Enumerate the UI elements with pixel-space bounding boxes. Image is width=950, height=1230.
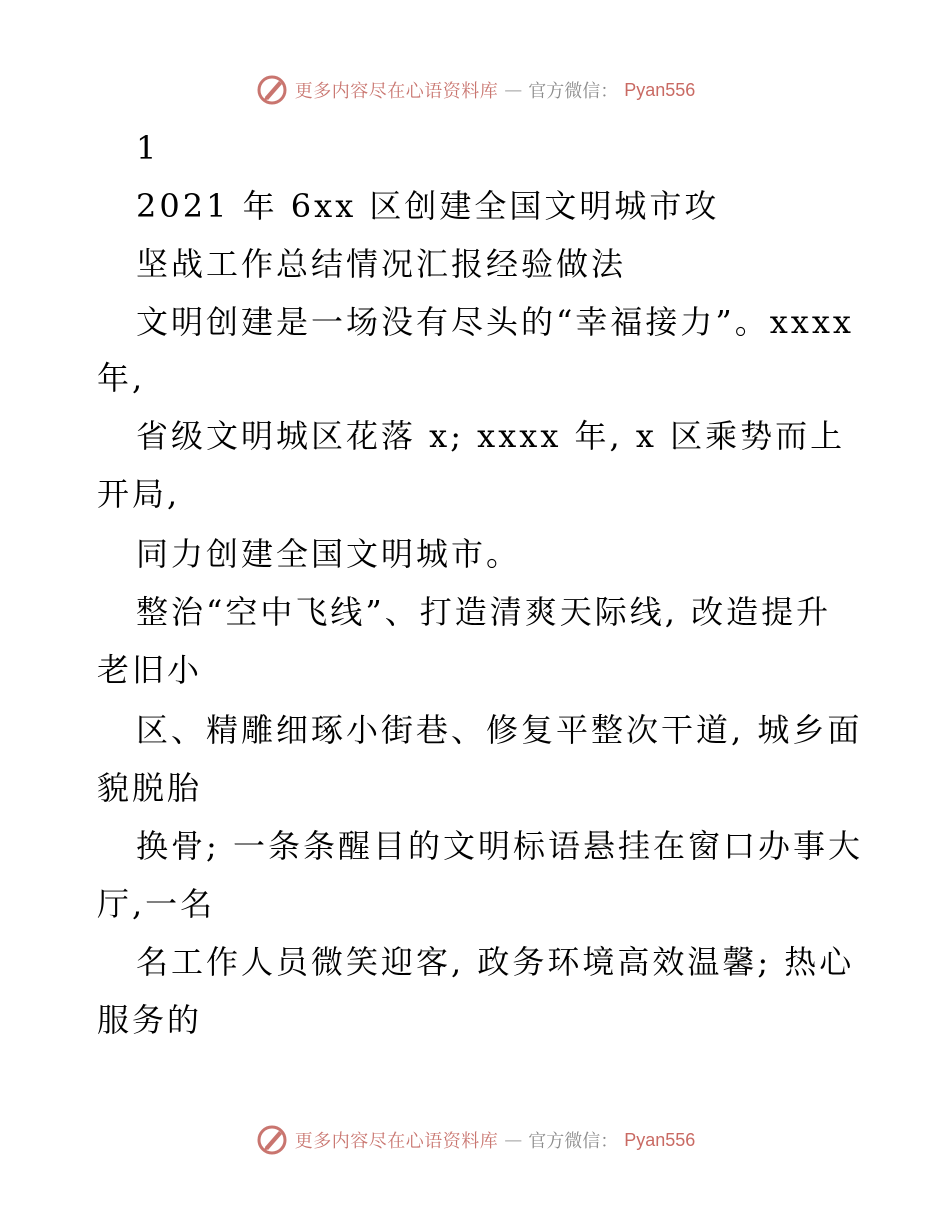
text-line: 同力创建全国文明城市。 <box>136 535 522 573</box>
watermark-wechat-handle: Pyan556 <box>624 79 696 100</box>
text-line: 名工作人员微笑迎客, 政务环境高效温馨; 热心 <box>136 943 855 981</box>
header-watermark <box>0 70 950 110</box>
text-line: 厅,一名 <box>97 885 216 923</box>
text-line: 1 <box>136 129 160 167</box>
text-line: 文明创建是一场没有尽头的“幸福接力”。xxxx <box>136 303 854 341</box>
watermark-site-text: 更多内容尽在心语资料库 <box>294 1131 499 1152</box>
watermark-wechat-label: 官方微信： <box>528 1131 619 1152</box>
text-line: 区、精雕细琢小街巷、修复平整次干道, 城乡面 <box>136 711 863 749</box>
watermark-separator: — <box>504 79 523 101</box>
text-line: 整治“空中飞线”、打造清爽天际线, 改造提升 <box>136 593 832 631</box>
text-line: 年, <box>97 359 146 397</box>
watermark-separator: — <box>504 1129 523 1151</box>
pen-logo-icon <box>255 73 289 107</box>
text-line: 开局, <box>97 475 181 513</box>
pen-logo-icon <box>255 1123 289 1157</box>
watermark-site-text: 更多内容尽在心语资料库 <box>294 81 499 102</box>
text-line: 貌脱胎 <box>97 769 203 807</box>
text-line: 2021 年 6xx 区创建全国文明城市攻 <box>136 187 720 225</box>
footer-watermark <box>0 1120 950 1160</box>
text-line: 换骨; 一条条醒目的文明标语悬挂在窗口办事大 <box>136 827 863 865</box>
text-line: 老旧小 <box>97 651 203 689</box>
watermark-wechat-label: 官方微信： <box>528 81 619 102</box>
text-line: 省级文明城区花落 x; xxxx 年, x 区乘势而上 <box>136 417 846 455</box>
watermark-wechat-handle: Pyan556 <box>624 1129 696 1150</box>
text-line: 服务的 <box>97 1001 203 1039</box>
text-line: 坚战工作总结情况汇报经验做法 <box>136 245 627 283</box>
